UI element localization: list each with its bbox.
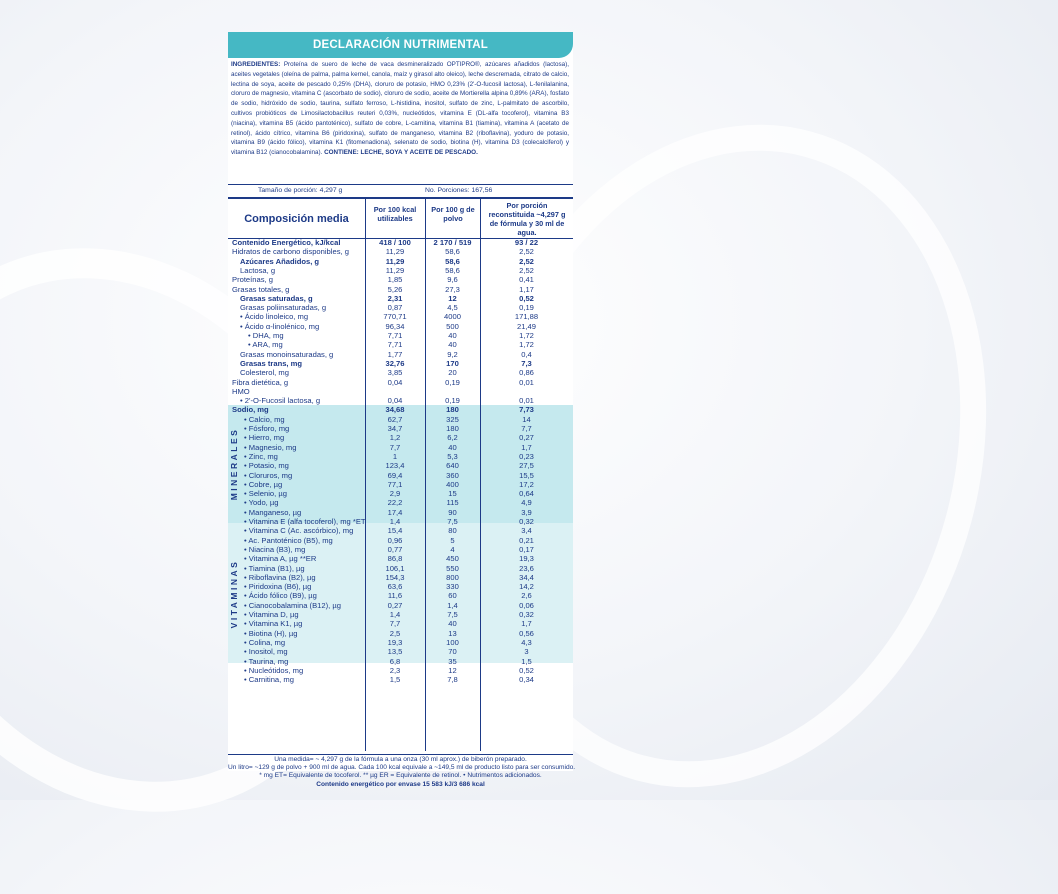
- table-row: [228, 266, 573, 275]
- nutrient-label: • Zinc, mg: [244, 451, 278, 461]
- vitamins-side-label: VITAMINAS: [229, 559, 239, 629]
- allergen-statement: CONTIENE: LECHE, SOYA Y ACEITE DE PESCADO.: [324, 149, 478, 157]
- table-row: [228, 573, 573, 582]
- nutrient-label: • Vitamina D, µg: [244, 610, 299, 619]
- nutrient-value-col2: 7,5: [447, 517, 458, 526]
- nutrient-value-col1: 1,4: [389, 517, 401, 526]
- nutrient-label: • Calcio, mg: [244, 414, 285, 424]
- nutrient-value-col1: 418 / 100: [379, 238, 411, 247]
- nutrient-value-col3: 34,4: [519, 572, 534, 582]
- nutrient-value-col2: 90: [448, 507, 457, 517]
- table-row: [228, 591, 573, 600]
- nutrient-label: • Riboflavina (B2), µg: [244, 572, 316, 582]
- nutrient-label: Grasas monoinsaturadas, g: [240, 349, 334, 359]
- nutrient-value-col3: 2,6: [521, 591, 532, 601]
- nutrient-value-col1: 0,04: [387, 377, 403, 387]
- nutrient-label: • Niacina (B3), mg: [244, 544, 306, 554]
- nutrient-label: Grasas totales, g: [232, 284, 290, 294]
- table-row: [228, 396, 573, 405]
- table-row: [228, 480, 573, 489]
- nutrient-value-col3: 21,49: [516, 321, 536, 331]
- table-row: [228, 471, 573, 480]
- table-row: [228, 657, 573, 666]
- nutrient-value-col3: 1,7: [521, 619, 532, 629]
- nutrient-value-col3: 7,73: [519, 405, 534, 415]
- nutrient-value-col3: 1,5: [521, 656, 532, 666]
- table-row: [228, 405, 573, 414]
- table-row: [228, 275, 573, 284]
- nutrient-value-col2: 12: [448, 293, 457, 303]
- nutrient-value-col1: 2,31: [387, 293, 403, 303]
- nutrient-label: • Vitamina E (alfa tocoferol), mg *ET: [244, 517, 366, 526]
- table-row: [228, 517, 573, 526]
- nutrient-label: • DHA, mg: [248, 331, 284, 340]
- nutrient-value-col3: 17,2: [519, 479, 534, 489]
- nutrient-value-col2: 4: [450, 544, 455, 554]
- nutrient-value-col2: 4,5: [447, 303, 458, 313]
- nutrient-label: • Tiamina (B1), µg: [244, 563, 305, 573]
- nutrient-label: • Vitamina C (Ac. ascórbico), mg: [244, 526, 354, 536]
- portion-info: [228, 184, 573, 198]
- nutrient-label: • Yodo, µg: [244, 498, 279, 508]
- nutrient-value-col3: 4,3: [521, 637, 532, 647]
- nutrient-value-col3: 0,06: [519, 600, 534, 610]
- nutrition-label-panel: [228, 32, 576, 788]
- table-row: [228, 498, 573, 507]
- nutrient-value-col3: 19,3: [519, 554, 534, 564]
- nutrient-value-col1: 13,5: [387, 647, 403, 657]
- nutrient-value-col2: 13: [448, 628, 457, 638]
- declaration-title: DECLARACIÓN NUTRIMENTAL: [313, 39, 488, 51]
- nutrient-value-col3: 3,9: [521, 507, 532, 517]
- footnote-measure: Una medida= ~ 4,297 g de la fórmula a una onza (30 ml aprox.) de biberón preparado.: [274, 756, 527, 763]
- header-per-portion: Por porción reconstituida ~4,297 g de fórmula y 30 ml de agua.: [488, 201, 566, 237]
- nutrient-value-col3: 0,21: [519, 535, 534, 545]
- nutrient-value-col2: 4000: [444, 312, 461, 322]
- nutrient-label: • Cobre, µg: [244, 479, 283, 489]
- table-row: [228, 582, 573, 591]
- table-row: [228, 536, 573, 545]
- nutrient-value-col1: 154,3: [385, 572, 405, 582]
- nutrient-label: Fibra dietética, g: [232, 377, 289, 387]
- footnote-liter: Un litro= ~129 g de polvo + 900 ml de agua. Cada 100 kcal equivale a ~149,5 ml de producto listo para ser consumido.: [228, 764, 576, 772]
- nutrient-value-col2: 100: [446, 637, 459, 647]
- nutrient-value-col3: 1,72: [519, 340, 534, 350]
- nutrient-label: • Ácido linoleico, mg: [240, 312, 309, 322]
- nutrient-label: • Ac. Pantoténico (B5), mg: [244, 535, 333, 545]
- nutrient-value-col3: 0,17: [519, 544, 534, 554]
- ingredients-list: Proteína de suero de leche de vaca desmineralizado OPTIPRO®, azúcares añadidos (lactosa), aceites vegetales (oleína de palma, palma kernel, canola, maíz y girasol alto oleico), leche descremada, citrato de calcio, lectina de soya, aceite de pescado 0,25% (DHA), cloruro de potasio, HMO 0,23% (2'-O-fucosil lactosa), L-fenilalanina, cloruro de magnesio, vitamina C (ascorbato de sodio), cloruro de sodio, aceite de Mortierella alpina 0,89% (ARA), fosfato de sodio, hidróxido de sodio, taurina, sulfato ferroso, L-histidina, inositol, sulfato de zinc, L-palmitato de ascorbilo, cultivos probióticos de Limosilactobacillus reuteri 0,03%, nucleótidos, vitamina E (DL-alfa tocoferol), vitamina B3 (niacina), vitamina B5 (ácido pantoténico), sulfato de cobre, L-carnitina, vitamina B1 (tiamina), vitamina A (acetato de retinol), ácido cítrico, vitamina B6 (piridoxina), sulfato de manganeso, vitamina B2 (riboflavina), yoduro de potasio, vitamina B9 (ácido fólico), vitamina K1 (fitomenadiona), selenato de sodio, biotina (H), vitamina D3 (colecalciferol) y vitamina B12 (cianocobalamina).: [231, 61, 569, 157]
- nutrient-value-col1: 34,68: [385, 405, 405, 415]
- nutrient-value-col2: 40: [448, 331, 457, 340]
- minerals-side-label: MINERALES: [229, 427, 239, 501]
- nutrient-value-col1: 32,76: [385, 358, 405, 368]
- nutrient-label: • Ácido α-linolénico, mg: [240, 321, 320, 331]
- nutrient-value-col1: 6,8: [389, 656, 401, 666]
- nutrient-value-col2: 500: [446, 321, 459, 331]
- nutrient-value-col3: 2,52: [519, 256, 534, 266]
- portion-count: No. Porciones: 167,56: [425, 187, 493, 194]
- nutrient-value-col1: 11,29: [385, 265, 405, 275]
- nutrient-value-col1: 1: [392, 451, 398, 461]
- nutrient-value-col2: 80: [448, 526, 457, 536]
- table-row: [228, 610, 573, 619]
- nutrient-value-col3: 93 / 22: [514, 238, 539, 247]
- declaration-banner: [228, 32, 573, 58]
- table-header: [228, 198, 573, 239]
- table-row: [228, 378, 573, 387]
- ingredients-text: [231, 60, 569, 180]
- nutrient-value-col2: 15: [448, 489, 457, 499]
- header-composition: Composición media: [244, 212, 349, 225]
- nutrient-label: • Inositol, mg: [244, 647, 288, 657]
- table-row: [228, 359, 573, 368]
- table-row: [228, 331, 573, 340]
- nutrient-value-col2: 27,3: [445, 284, 460, 294]
- table-row: [228, 452, 573, 461]
- nutrient-value-col2: 640: [446, 461, 459, 471]
- nutrient-label: • Colina, mg: [244, 637, 286, 647]
- nutrient-value-col2: 325: [446, 414, 459, 424]
- nutrient-value-col1: 1,85: [387, 275, 403, 285]
- table-row: [228, 647, 573, 656]
- nutrient-label: Grasas saturadas, g: [240, 293, 313, 303]
- nutrient-value-col1: 17,4: [387, 507, 403, 517]
- header-per-100kcal: Por 100 kcal utilizables: [373, 205, 417, 223]
- nutrient-value-col3: 0,4: [521, 349, 532, 359]
- nutrient-value-col3: 23,6: [519, 563, 534, 573]
- nutrient-label: Grasas poliinsaturadas, g: [240, 303, 327, 313]
- nutrient-value-col1: 11,6: [387, 591, 403, 601]
- nutrient-value-col3: 0,01: [519, 377, 534, 387]
- nutrient-value-col1: 96,34: [385, 321, 405, 331]
- nutrient-value-col2: 60: [448, 591, 457, 601]
- nutrient-value-col1: 1,4: [389, 610, 401, 619]
- nutrient-value-col2: 6,2: [447, 433, 458, 443]
- nutrient-value-col1: 770,71: [383, 312, 407, 322]
- nutrient-value-col1: 2,5: [389, 628, 401, 638]
- nutrient-value-col3: 1,72: [519, 331, 534, 340]
- nutrient-value-col3: 14,2: [519, 582, 534, 592]
- nutrient-label: Proteínas, g: [232, 275, 273, 285]
- nutrient-value-col1: 1,2: [389, 433, 401, 443]
- nutrient-value-col3: 7,7: [521, 424, 532, 433]
- nutrient-value-col1: 7,7: [389, 619, 401, 629]
- nutrient-value-col2: 70: [448, 647, 457, 657]
- nutrient-value-col1: 106,1: [385, 563, 405, 573]
- nutrient-value-col1: 3,85: [387, 368, 403, 378]
- table-row: [228, 433, 573, 442]
- nutrient-value-col1: 0,87: [387, 303, 403, 313]
- nutrient-value-col2: 58,6: [445, 247, 460, 257]
- nutrient-label: • 2'-O-Fucosil lactosa, g: [240, 396, 321, 406]
- nutrient-label: Contenido Energético, kJ/kcal: [232, 238, 341, 247]
- nutrient-value-col3: 171,88: [514, 312, 539, 322]
- nutrient-value-col3: 0,23: [519, 451, 534, 461]
- nutrient-value-col3: 0,27: [519, 433, 534, 443]
- nutrient-value-col3: 3: [524, 647, 529, 657]
- nutrient-value-col2: 0,19: [445, 377, 460, 387]
- nutrient-label: • Potasio, mg: [244, 461, 289, 471]
- nutrient-value-col3: 0,52: [519, 665, 534, 675]
- nutrient-label: • Carnitina, mg: [244, 675, 294, 685]
- nutrient-value-col1: 11,29: [385, 256, 405, 266]
- nutrient-value-col2: 170: [446, 358, 459, 368]
- table-row: [228, 526, 573, 535]
- nutrient-value-col3: 0,34: [519, 675, 534, 685]
- table-row: [228, 601, 573, 610]
- nutrient-value-col1: 15,4: [387, 526, 403, 536]
- nutrient-value-col1: 2,3: [389, 665, 401, 675]
- table-row: [228, 443, 573, 452]
- table-row: [228, 368, 573, 377]
- nutrient-label: Colesterol, mg: [240, 368, 289, 378]
- nutrient-value-col2: 9,2: [447, 349, 458, 359]
- nutrient-label: • Biotina (H), µg: [244, 628, 298, 638]
- nutrient-label: • Selenio, µg: [244, 489, 287, 499]
- nutrient-value-col3: 2,52: [519, 247, 534, 257]
- nutrient-label: • Fósforo, mg: [244, 424, 290, 433]
- header-per-100g: Por 100 g de polvo: [431, 205, 475, 223]
- footnote-energy-per-container: Contenido energético por envase 15 583 kJ/3 686 kcal: [316, 780, 485, 788]
- nutrient-value-col2: 12: [448, 665, 457, 675]
- nutrient-value-col2: 115: [446, 498, 459, 508]
- nutrient-value-col3: 4,9: [521, 498, 532, 508]
- nutrient-label: • Cianocobalamina (B12), µg: [244, 600, 341, 610]
- nutrient-value-col3: 0,64: [519, 489, 534, 499]
- table-row: [228, 340, 573, 349]
- nutrient-value-col2: 35: [448, 656, 457, 666]
- nutrient-value-col2: 20: [448, 368, 457, 378]
- nutrient-label: • Taurina, mg: [244, 656, 289, 666]
- table-row: [228, 322, 573, 331]
- nutrient-value-col3: 0,56: [519, 628, 534, 638]
- nutrient-value-col2: 9,6: [447, 275, 458, 285]
- nutrient-value-col3: 15,5: [519, 470, 534, 480]
- nutrient-value-col1: 123,4: [385, 461, 405, 471]
- table-row: [228, 247, 573, 256]
- table-row: [228, 294, 573, 303]
- nutrient-value-col3: 0,41: [519, 275, 534, 285]
- nutrient-value-col3: 0,86: [519, 368, 534, 378]
- nutrient-value-col2: 330: [446, 582, 459, 592]
- nutrient-label: Sodio, mg: [232, 405, 269, 415]
- table-row: [228, 312, 573, 321]
- nutrient-value-col3: 0,01: [519, 396, 534, 406]
- nutrient-value-col2: 180: [446, 424, 459, 433]
- table-row: [228, 666, 573, 675]
- nutrient-value-col3: 0,32: [519, 517, 534, 526]
- nutrient-value-col1: 1,77: [387, 349, 403, 359]
- table-row: [228, 285, 573, 294]
- nutrient-value-col1: 77,1: [387, 479, 403, 489]
- table-row: [228, 461, 573, 470]
- nutrient-value-col2: 7,5: [447, 610, 458, 619]
- nutrient-value-col1: 0,04: [387, 396, 403, 406]
- nutrient-value-col3: 0,19: [519, 303, 534, 313]
- footnote-equivalents: * mg ET= Equivalente de tocoferol. ** µg ER = Equivalente de retinol. • Nutrimentos adicionados.: [259, 772, 542, 780]
- nutrient-value-col3: 0,52: [519, 293, 534, 303]
- table-row: [228, 508, 573, 517]
- nutrient-label: • Ácido fólico (B9), µg: [244, 591, 317, 601]
- nutrient-value-col2: 450: [446, 554, 459, 564]
- table-row: [228, 238, 573, 247]
- nutrient-label: Lactosa, g: [240, 265, 276, 275]
- nutrient-value-col1: 1,5: [389, 675, 401, 685]
- table-row: [228, 415, 573, 424]
- ingredients-label: INGREDIENTES:: [231, 61, 281, 68]
- nutrient-value-col1: 63,6: [387, 582, 403, 592]
- portion-size: Tamaño de porción: 4,297 g: [258, 187, 343, 194]
- nutrient-value-col2: 5,3: [447, 451, 458, 461]
- nutrient-value-col3: 1,17: [519, 284, 534, 294]
- nutrient-value-col1: 2,9: [389, 489, 401, 499]
- table-row: [228, 257, 573, 266]
- table-row: [228, 303, 573, 312]
- nutrient-label: Azúcares Añadidos, g: [240, 256, 320, 266]
- table-row: [228, 424, 573, 433]
- nutrient-value-col1: 69,4: [387, 470, 403, 480]
- nutrient-value-col3: 1,7: [521, 442, 532, 452]
- nutrient-label: • Vitamina A, µg **ER: [244, 554, 317, 564]
- nutrient-value-col1: 7,71: [387, 331, 403, 340]
- nutrient-value-col2: 7,8: [447, 675, 458, 685]
- nutrient-value-col1: 0,96: [387, 535, 403, 545]
- nutrient-value-col3: 7,3: [521, 358, 532, 368]
- nutrient-value-col1: 34,7: [387, 424, 403, 433]
- table-row: [228, 638, 573, 647]
- nutrient-label: • Magnesio, mg: [244, 442, 297, 452]
- table-row: [228, 489, 573, 498]
- nutrient-label: • Cloruros, mg: [244, 470, 293, 480]
- footnotes: [228, 754, 576, 789]
- nutrient-value-col2: 58,6: [445, 256, 460, 266]
- nutrient-value-col1: 5,26: [387, 284, 403, 294]
- nutrient-value-col1: 0,77: [387, 544, 403, 554]
- nutrient-label: • Vitamina K1, µg: [244, 619, 303, 629]
- nutrient-value-col2: 800: [446, 572, 459, 582]
- nutrient-label: • Manganeso, µg: [244, 507, 302, 517]
- nutrient-value-col1: 0,27: [387, 600, 403, 610]
- nutrient-label: Hidratos de carbono disponibles, g: [232, 247, 349, 257]
- nutrient-value-col2: 550: [446, 563, 459, 573]
- nutrient-value-col2: 5: [450, 535, 455, 545]
- table-row: [228, 629, 573, 638]
- table-row: [228, 545, 573, 554]
- nutrient-value-col1: 19,3: [387, 637, 403, 647]
- nutrient-value-col2: 360: [446, 470, 459, 480]
- nutrient-value-col3: 14: [522, 414, 531, 424]
- nutrient-label: • Piridoxina (B6), µg: [244, 582, 312, 592]
- nutrient-value-col3: 0,32: [519, 610, 534, 619]
- table-row: [228, 387, 573, 396]
- nutrient-value-col2: 400: [446, 479, 459, 489]
- nutrient-value-col1: 62,7: [387, 414, 403, 424]
- table-row: [228, 675, 573, 684]
- table-row: [228, 554, 573, 563]
- nutrient-value-col2: 58,6: [445, 265, 460, 275]
- nutrient-value-col1: 7,71: [387, 340, 403, 350]
- nutrient-value-col2: 40: [448, 619, 457, 629]
- nutrient-value-col1: 11,29: [385, 247, 405, 257]
- table-row: [228, 564, 573, 573]
- nutrient-value-col3: 2,52: [519, 265, 534, 275]
- nutrient-value-col3: 27,5: [519, 461, 534, 471]
- table-row: [228, 350, 573, 359]
- nutrient-value-col2: 1,4: [447, 600, 458, 610]
- nutrient-value-col1: 7,7: [389, 442, 401, 452]
- nutrient-label: • ARA, mg: [248, 340, 283, 350]
- nutrient-value-col1: 22,2: [387, 498, 403, 508]
- nutrient-value-col2: 2 170 / 519: [433, 238, 472, 247]
- nutrient-value-col2: 0,19: [445, 396, 460, 406]
- nutrient-value-col2: 40: [448, 442, 457, 452]
- nutrient-value-col1: 86,8: [387, 554, 403, 564]
- nutrient-value-col3: 3,4: [521, 526, 532, 536]
- nutrient-label: Grasas trans, mg: [240, 358, 303, 368]
- nutrient-value-col2: 180: [446, 405, 459, 415]
- nutrient-label: • Hierro, mg: [244, 433, 285, 443]
- nutrient-value-col2: 40: [448, 340, 457, 350]
- nutrient-label: HMO: [232, 386, 250, 396]
- nutrient-label: • Nucleótidos, mg: [244, 665, 304, 675]
- table-row: [228, 619, 573, 628]
